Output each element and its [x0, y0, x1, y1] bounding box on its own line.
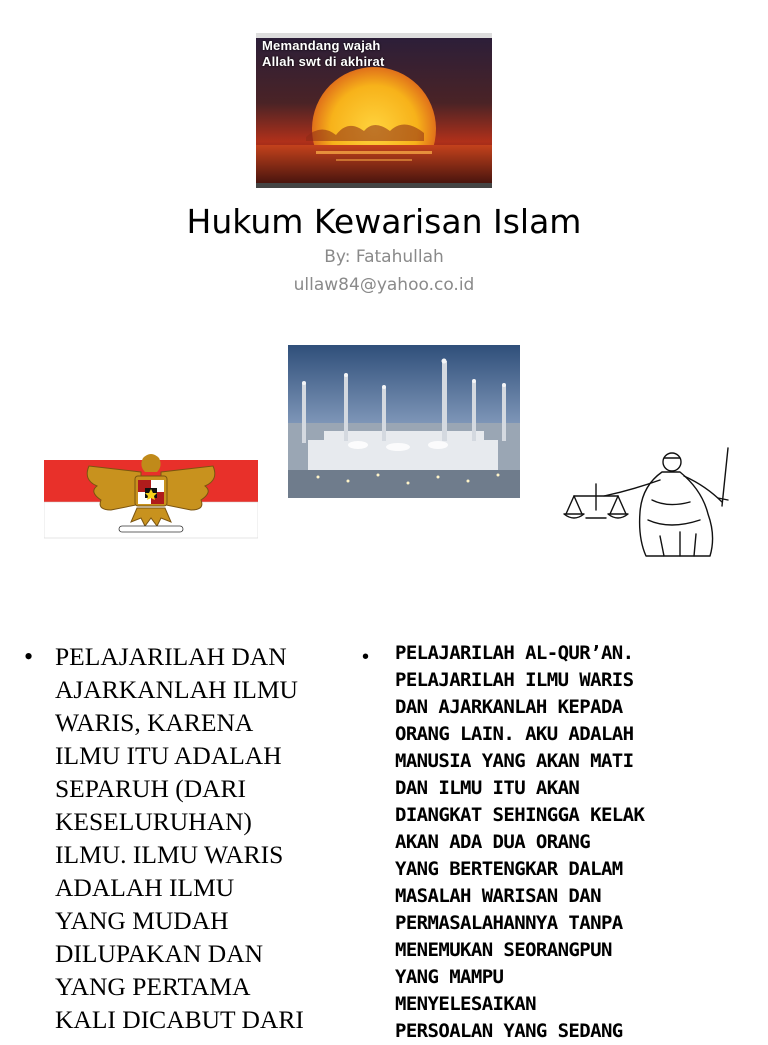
- banner-line-2: Allah swt di akhirat: [262, 54, 385, 69]
- author-email: ullaw84@yahoo.co.id: [293, 275, 475, 295]
- mosque-photo: [288, 345, 520, 498]
- bullet-marker: •: [24, 642, 34, 671]
- right-bullet-text: PELAJARILAH AL-QUR’AN. PELAJARILAH ILMU WARIS DAN AJARKANLAH KEPADA ORANG LAIN. AKU ADALAH MANUSIA YANG AKAN MATI DAN ILMU ITU AKAN DIANGKAT SEHINGGA KELAK AKAN ADA DUA ORANG YANG BERTENGKAR DALAM MASALAH WARISAN DAN PERMASALAHANNYA TANPA MENEMUKAN SEORANGPUN YANG MAMPU MENYELESAIKAN PERSOALAN YANG SEDANG: [395, 642, 645, 1042]
- banner-line-1: Memandang wajah: [262, 38, 381, 53]
- page-title: Hukum Kewarisan Islam: [186, 202, 582, 241]
- bullet-marker: •: [362, 646, 370, 668]
- lady-justice-icon: [560, 440, 738, 558]
- author-byline: By: Fatahullah: [324, 247, 444, 267]
- garuda-flag-icon: [44, 448, 258, 546]
- left-bullet-text: PELAJARILAH DAN AJARKANLAH ILMU WARIS, KARENA ILMU ITU ADALAH SEPARUH (DARI KESELURUHAN) ILMU. ILMU WARIS ADALAH ILMU YANG MUDAH DILUPAKAN DAN YANG PERTAMA KALI DICABUT DARI: [55, 642, 304, 1034]
- banner-image: [256, 33, 492, 188]
